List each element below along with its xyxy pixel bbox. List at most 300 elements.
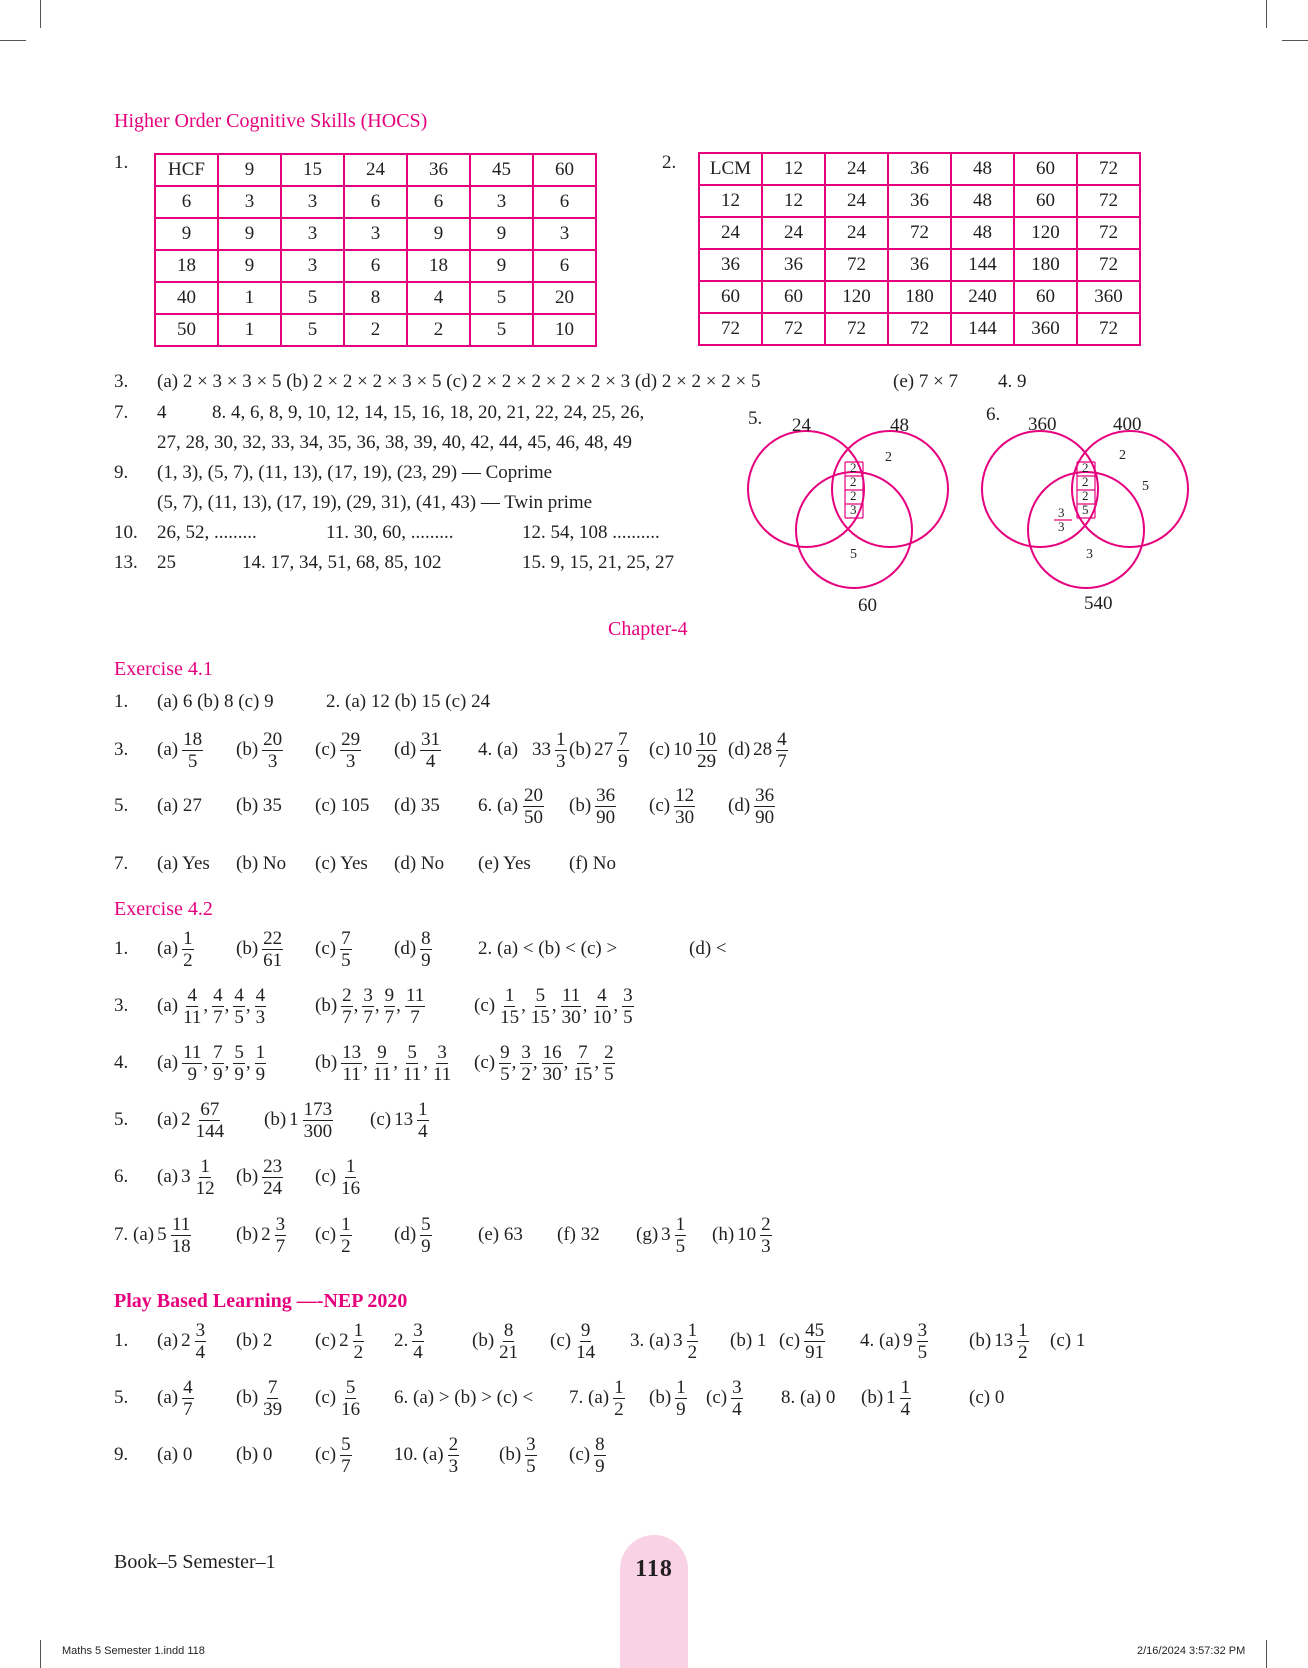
exercise-4-1-heading: Exercise 4.1 xyxy=(114,658,213,680)
fraction xyxy=(555,730,567,771)
table-cell: 9 xyxy=(218,250,281,282)
text: (f) 32 xyxy=(557,1224,600,1245)
table-cell: 60 xyxy=(762,281,825,313)
answer-item xyxy=(236,1330,272,1352)
hcf-table xyxy=(154,153,597,347)
numerator: 3 xyxy=(275,1213,286,1235)
fraction xyxy=(561,986,582,1027)
answer-item: (c) $\frac{9}{5}$ , $\frac{3}{2}$ , $\frac{16}{30}$ , $\frac{7}{15}$ , $\frac{2}{5}$ xyxy=(474,1041,614,1085)
denominator: 9 xyxy=(595,1455,605,1477)
fraction xyxy=(262,1378,283,1419)
denominator: 90 xyxy=(755,806,775,828)
fraction xyxy=(613,1378,625,1419)
crop-mark xyxy=(40,0,41,28)
numerator: 1 xyxy=(556,728,566,750)
table-cell: 360 xyxy=(1077,281,1140,313)
table-cell: 144 xyxy=(951,249,1014,281)
fraction xyxy=(760,1215,772,1256)
text: 3 xyxy=(181,1166,191,1187)
q11-answer: 11. 30, 60, ......... xyxy=(326,522,454,543)
answer-item xyxy=(236,1157,284,1198)
table-cell: 180 xyxy=(888,281,951,313)
table-cell: 6 xyxy=(407,186,470,218)
answer-item xyxy=(557,1224,600,1246)
fraction xyxy=(340,1215,352,1256)
answer-item xyxy=(157,1378,195,1419)
text: (c) xyxy=(315,739,337,760)
venn6-label-a: 360 xyxy=(1028,414,1057,435)
table-header-row xyxy=(155,154,596,186)
fraction xyxy=(182,1043,202,1084)
text: 1. xyxy=(114,1330,129,1351)
table-cell: 6 xyxy=(344,186,407,218)
fraction xyxy=(1017,1321,1029,1362)
table-cell: 36 xyxy=(888,249,951,281)
text: (d) < xyxy=(689,938,727,959)
denominator: 4 xyxy=(418,1120,428,1142)
fraction xyxy=(417,1100,429,1141)
venn5-label-a: 24 xyxy=(792,415,811,436)
denominator: 4 xyxy=(413,1341,423,1363)
venn5-center-4: 3 xyxy=(850,502,857,517)
venn5-label-c: 60 xyxy=(858,595,877,616)
ex42-row-6 xyxy=(114,1149,1214,1205)
text: (a) xyxy=(157,1166,179,1187)
numerator: 2 xyxy=(604,1041,614,1063)
answer-item xyxy=(649,786,696,827)
fraction xyxy=(420,730,441,771)
text: (d) xyxy=(728,795,751,816)
fraction xyxy=(525,1435,537,1476)
denominator: 16 xyxy=(341,1177,361,1199)
text: 5 xyxy=(157,1224,167,1245)
table-cell: HCF xyxy=(155,154,218,186)
venn6-center-2: 2 xyxy=(1082,474,1089,489)
text: (c) xyxy=(370,1109,392,1130)
text: (c) xyxy=(315,1224,337,1245)
numerator: 4 xyxy=(777,728,787,750)
fraction xyxy=(340,929,352,970)
lcm-table xyxy=(698,152,1141,346)
table-cell: 5 xyxy=(470,314,533,346)
table-cell: 3 xyxy=(281,218,344,250)
text: (c) xyxy=(315,1387,337,1408)
denominator: 50 xyxy=(524,806,543,828)
answer-item xyxy=(236,730,284,771)
denominator: 30 xyxy=(542,1063,562,1085)
answer-item xyxy=(569,1435,607,1476)
fraction xyxy=(362,986,374,1027)
q3-answer: (a) 2 × 3 × 3 × 5 (b) 2 × 2 × 2 × 3 × 5 (c) 2 × 2 × 2 × 2 × 2 × 3 (d) 2 × 2 × 2 × 5 xyxy=(157,371,761,392)
fraction xyxy=(498,1321,519,1362)
answer-item xyxy=(236,853,286,875)
question-number xyxy=(114,1387,128,1409)
table-cell: 50 xyxy=(155,314,218,346)
text: (a) 0 xyxy=(157,1444,193,1465)
text: (b) 35 xyxy=(236,795,282,816)
answer-item xyxy=(728,786,776,827)
numerator: 3 xyxy=(526,1433,536,1455)
table-cell: 9 xyxy=(470,250,533,282)
table-cell: LCM xyxy=(699,153,762,185)
text: (c) xyxy=(315,1330,337,1351)
fraction xyxy=(384,986,396,1027)
table-cell: 9 xyxy=(218,218,281,250)
text: (a) xyxy=(157,995,179,1016)
numerator: 36 xyxy=(755,784,775,806)
fraction xyxy=(255,1043,267,1084)
q9-coprime: (1, 3), (5, 7), (11, 13), (17, 19), (23, 29) — Coprime xyxy=(157,462,553,483)
table-cell: 60 xyxy=(533,154,596,186)
answer-item xyxy=(236,929,284,970)
denominator: 7 xyxy=(183,1398,193,1420)
numerator: 1 xyxy=(255,1041,266,1063)
table-cell: 120 xyxy=(1014,217,1077,249)
answer-item xyxy=(157,1321,207,1362)
denominator: 18 xyxy=(171,1235,191,1257)
numerator: 5 xyxy=(407,1041,417,1063)
table-cell: 9 xyxy=(155,218,218,250)
ex42-row-3 xyxy=(114,978,1214,1034)
answer-item xyxy=(569,853,616,875)
numerator: 11 xyxy=(561,984,581,1006)
numerator: 7 xyxy=(578,1041,588,1063)
table-cell: 9 xyxy=(470,218,533,250)
text: 9 xyxy=(903,1330,913,1351)
text: (b) 2 xyxy=(236,1330,273,1351)
answer-item xyxy=(157,730,204,771)
fraction xyxy=(405,986,425,1027)
text: 13 xyxy=(394,1109,414,1130)
text: (c) 1 xyxy=(1050,1330,1086,1351)
answer-item xyxy=(630,1321,699,1362)
answer-item xyxy=(315,1157,362,1198)
numerator: 9 xyxy=(500,1041,510,1063)
numerator: 20 xyxy=(524,784,543,806)
denominator: 5 xyxy=(526,1455,536,1477)
text: 27 xyxy=(594,739,614,760)
table-row xyxy=(155,218,596,250)
table-cell: 120 xyxy=(825,281,888,313)
numerator: 3 xyxy=(623,984,633,1006)
text: (b) xyxy=(264,1109,287,1130)
answer-item: (a) $\frac{4}{11}$ , $\frac{4}{7}$ , $\frac{4}{5}$ , $\frac{4}{3}$ xyxy=(157,984,266,1028)
q13-number: 13. xyxy=(114,552,138,573)
numerator: 4 xyxy=(234,984,244,1006)
ex41-q1-answer: (a) 6 (b) 8 (c) 9 xyxy=(157,691,274,712)
denominator: 21 xyxy=(499,1341,519,1363)
numerator: 4 xyxy=(213,984,223,1006)
answer-item xyxy=(478,853,531,875)
fraction xyxy=(262,1157,283,1198)
text: (b) xyxy=(499,1444,522,1465)
fraction xyxy=(804,1321,825,1362)
venn6-center-3: 2 xyxy=(1082,488,1089,503)
table-cell: 36 xyxy=(407,154,470,186)
question-number xyxy=(114,1444,128,1466)
venn6-only-b2: 5 xyxy=(1142,479,1149,494)
answer-item xyxy=(264,1100,334,1141)
q15-answer: 15. 9, 15, 21, 25, 27 xyxy=(522,552,674,573)
answer-item xyxy=(532,730,568,771)
answer-item xyxy=(157,1100,226,1141)
crop-mark xyxy=(1266,0,1267,28)
table-cell: 9 xyxy=(407,218,470,250)
fraction xyxy=(341,1043,362,1084)
answer-item xyxy=(706,1378,744,1419)
table-cell: 1 xyxy=(218,314,281,346)
numerator: 11 xyxy=(405,984,425,1006)
numerator: 2 xyxy=(342,984,352,1006)
venn5-center-1: 2 xyxy=(850,460,857,475)
table-row xyxy=(155,314,596,346)
answer-item xyxy=(728,730,789,771)
denominator: 3 xyxy=(761,1235,771,1257)
table-cell: 6 xyxy=(155,186,218,218)
denominator: 7 xyxy=(213,1006,223,1028)
question-number xyxy=(114,1052,128,1074)
denominator: 5 xyxy=(675,1235,686,1257)
text: (c) xyxy=(706,1387,728,1408)
denominator: 10 xyxy=(592,1006,612,1028)
table-cell: 36 xyxy=(888,153,951,185)
exercise-4-2-heading: Exercise 4.2 xyxy=(114,898,213,920)
numerator: 2 xyxy=(761,1213,771,1235)
answer-item xyxy=(712,1215,773,1256)
text: (d) xyxy=(394,1224,417,1245)
fraction xyxy=(182,929,194,970)
text: (c) 0 xyxy=(969,1387,1005,1408)
answer-item xyxy=(1050,1330,1085,1352)
fraction xyxy=(182,730,203,771)
question-number xyxy=(114,938,128,960)
fraction xyxy=(448,1435,460,1476)
numerator: 1 xyxy=(614,1376,624,1398)
table-cell: 72 xyxy=(825,313,888,345)
answer-item xyxy=(649,730,718,771)
fraction xyxy=(262,929,283,970)
text: (e) Yes xyxy=(478,853,531,874)
answer-item xyxy=(236,1378,284,1419)
numerator: 5 xyxy=(421,1213,431,1235)
text: 3. (a) xyxy=(630,1330,671,1351)
denominator: 300 xyxy=(303,1120,333,1142)
question-number xyxy=(114,853,128,875)
answer-item xyxy=(969,1321,1030,1362)
denominator: 4 xyxy=(425,750,436,772)
text: 10 xyxy=(737,1224,757,1245)
numerator: 13 xyxy=(342,1041,362,1063)
numerator: 20 xyxy=(263,728,283,750)
table-cell: 4 xyxy=(407,282,470,314)
numerator: 8 xyxy=(503,1319,514,1341)
numerator: 10 xyxy=(697,728,717,750)
table-cell: 360 xyxy=(1014,313,1077,345)
text: 2 xyxy=(181,1330,191,1351)
table-cell: 3 xyxy=(281,250,344,282)
numerator: 4 xyxy=(597,984,607,1006)
venn5-only-c: 5 xyxy=(850,547,857,562)
ex42-row-4 xyxy=(114,1035,1214,1091)
answer-item xyxy=(315,1378,362,1419)
fraction xyxy=(575,1321,596,1362)
text: (a) xyxy=(157,1330,179,1351)
text: (d) xyxy=(394,739,417,760)
q10-number: 10. xyxy=(114,522,138,543)
denominator: 3 xyxy=(448,1455,459,1477)
table-cell: 72 xyxy=(1077,185,1140,217)
fraction xyxy=(255,986,267,1027)
denominator: 7 xyxy=(341,1455,351,1477)
text: 4. (a) xyxy=(478,739,519,760)
q9-number: 9. xyxy=(114,462,129,483)
numerator: 12 xyxy=(675,784,695,806)
fraction xyxy=(432,1043,452,1084)
answer-item xyxy=(394,1435,460,1476)
numerator: 1 xyxy=(353,1319,364,1341)
text: 3. xyxy=(114,995,129,1016)
hocs-heading: Higher Order Cognitive Skills (HOCS) xyxy=(114,110,428,132)
numerator: 9 xyxy=(377,1041,387,1063)
fraction xyxy=(195,1157,216,1198)
text: (a) xyxy=(157,938,179,959)
answer-item xyxy=(394,1215,433,1256)
denominator: 2 xyxy=(183,949,193,971)
answer-item xyxy=(394,730,442,771)
numerator: 3 xyxy=(195,1319,206,1341)
numerator: 3 xyxy=(363,984,373,1006)
table-cell: 9 xyxy=(218,154,281,186)
fraction xyxy=(353,1321,365,1362)
fraction xyxy=(542,1043,563,1084)
question-number xyxy=(114,739,128,761)
q8-answer: 8. 4, 6, 8, 9, 10, 12, 14, 15, 16, 18, 20, 21, 22, 24, 25, 26, xyxy=(212,402,645,423)
denominator: 11 xyxy=(183,1006,202,1028)
denominator: 4 xyxy=(195,1341,206,1363)
denominator: 3 xyxy=(267,750,278,772)
text: 6. xyxy=(114,1166,129,1187)
denominator: 5 xyxy=(604,1063,614,1085)
fraction xyxy=(917,1321,929,1362)
q1-number: 1. xyxy=(114,152,129,173)
text: (c) xyxy=(649,795,671,816)
table-cell: 15 xyxy=(281,154,344,186)
denominator: 9 xyxy=(676,1398,686,1420)
numerator: 4 xyxy=(187,984,197,1006)
numerator: 1 xyxy=(341,1213,351,1235)
text: (d) xyxy=(728,739,751,760)
answer-item xyxy=(569,786,617,827)
page-number: 118 xyxy=(635,1556,673,1582)
table-cell: 72 xyxy=(1077,217,1140,249)
answer-item xyxy=(157,1444,192,1466)
text: (b) 0 xyxy=(236,1444,273,1465)
numerator: 3 xyxy=(437,1041,447,1063)
text: 3. xyxy=(114,739,129,760)
fraction xyxy=(340,730,361,771)
text: (d) No xyxy=(394,853,445,874)
denominator: 5 xyxy=(234,1006,244,1028)
denominator: 2 xyxy=(353,1341,364,1363)
venn6-only-b: 2 xyxy=(1119,448,1126,463)
venn5-center-2: 2 xyxy=(850,474,857,489)
text: 5. xyxy=(114,795,129,816)
fraction xyxy=(275,1215,287,1256)
answer-item: (c) $\frac{1}{15}$ , $\frac{5}{15}$ , $\frac{11}{30}$ , $\frac{4}{10}$ , $\frac{3}{5}$ xyxy=(474,984,633,1028)
answer-item: (b) $\frac{13}{11}$ , $\frac{9}{11}$ , $\frac{5}{11}$ , $\frac{3}{11}$ xyxy=(315,1041,452,1085)
table-cell: 12 xyxy=(699,185,762,217)
numerator: 7 xyxy=(618,728,628,750)
text: 10. (a) xyxy=(394,1444,444,1465)
denominator: 15 xyxy=(573,1063,593,1085)
crop-mark xyxy=(40,1640,41,1668)
text: 7. (a) xyxy=(114,1224,155,1245)
text: (c) xyxy=(550,1330,572,1351)
fraction xyxy=(776,730,788,771)
table-cell: 3 xyxy=(533,218,596,250)
answer-item xyxy=(478,739,518,761)
q3-number: 3. xyxy=(114,371,129,392)
table-row xyxy=(155,186,596,218)
table-cell: 5 xyxy=(281,282,344,314)
table-cell: 144 xyxy=(951,313,1014,345)
venn6-ac-1: 3 xyxy=(1058,505,1065,520)
answer-item xyxy=(478,1224,523,1246)
ex42-row-5 xyxy=(114,1092,1214,1148)
table-cell: 24 xyxy=(825,185,888,217)
table-row xyxy=(155,250,596,282)
table-cell: 12 xyxy=(762,153,825,185)
numerator: 1 xyxy=(676,1376,686,1398)
answer-item xyxy=(370,1100,430,1141)
fraction xyxy=(595,786,616,827)
question-number xyxy=(114,1109,128,1131)
fraction xyxy=(622,986,634,1027)
table-cell: 12 xyxy=(762,185,825,217)
answer-item xyxy=(649,1378,688,1419)
table-cell: 18 xyxy=(407,250,470,282)
denominator: 30 xyxy=(675,806,695,828)
fraction xyxy=(372,1043,392,1084)
answer-item xyxy=(157,929,195,970)
numerator: 5 xyxy=(234,1041,244,1063)
fraction xyxy=(303,1100,334,1141)
table-cell: 48 xyxy=(951,153,1014,185)
table-row xyxy=(699,185,1140,217)
venn6-number: 6. xyxy=(986,404,1001,425)
fraction xyxy=(340,1378,361,1419)
numerator: 5 xyxy=(535,984,546,1006)
table-cell: 24 xyxy=(762,217,825,249)
question-number xyxy=(114,995,128,1017)
denominator: 2 xyxy=(341,1235,351,1257)
table-cell: 5 xyxy=(470,282,533,314)
answer-item xyxy=(157,795,202,817)
fraction xyxy=(212,1043,224,1084)
fraction xyxy=(675,1378,687,1419)
table-cell: 72 xyxy=(762,313,825,345)
numerator: 1 xyxy=(345,1155,356,1177)
slug-file-info: Maths 5 Semester 1.indd 118 xyxy=(62,1645,205,1657)
numerator: 1 xyxy=(675,1213,686,1235)
answer-item xyxy=(315,929,353,970)
text: (b) xyxy=(315,1052,338,1073)
fraction xyxy=(754,786,775,827)
table-cell: 6 xyxy=(533,250,596,282)
ex41-q2-answer: 2. (a) 12 (b) 15 (c) 24 xyxy=(326,691,491,712)
denominator: 91 xyxy=(805,1341,825,1363)
denominator: 7 xyxy=(275,1235,286,1257)
